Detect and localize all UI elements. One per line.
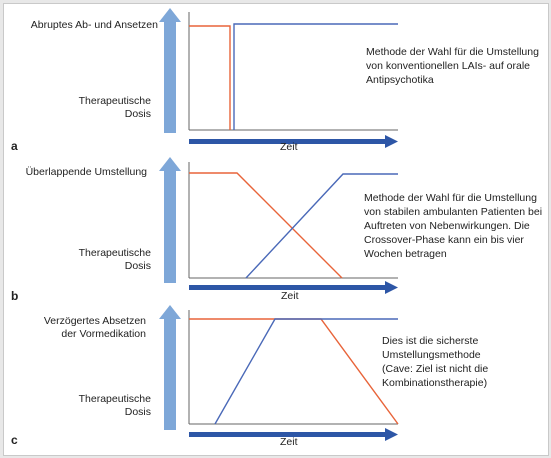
panel-b-letter: b (11, 289, 19, 303)
panel-b-xlabel: Zeit (281, 290, 299, 302)
panel-c-description: Dies ist die sicherste Umstellungsmethode (Cave: Ziel ist nicht die Kombinationstherapie) (382, 335, 489, 389)
vertical-dose-arrow-head (159, 305, 181, 319)
time-arrow-head (385, 428, 398, 441)
vertical-dose-arrow-head (159, 157, 181, 171)
panel-a-title: Abruptes Ab- und Ansetzen (30, 19, 158, 31)
panel-b-title: Überlappende Umstellung (25, 166, 147, 178)
panel-a-letter: a (11, 139, 18, 153)
panel-a-ylabel: Therapeutische Dosis (78, 95, 151, 120)
new-medication-line (215, 319, 398, 424)
panel-b-description: Methode der Wahl für die Umstellung von stabilen ambulanten Patienten bei Auftreten von Nebenwirkungen. Die Crossover-Phase kann ein bis vier Wochen betragen (364, 192, 543, 260)
vertical-dose-arrow-head (159, 8, 181, 22)
vertical-dose-arrow-shaft (164, 22, 176, 133)
previous-medication-line (189, 26, 230, 130)
panel-a-description: Methode der Wahl für die Umstellung von konventionellen LAIs- auf orale Antipsychotika (366, 46, 539, 86)
panel-c-letter: c (11, 433, 18, 447)
panel-c-ylabel: Therapeutische Dosis (78, 393, 151, 418)
panel-c-title: Verzögertes Absetzen der Vormedikation (43, 315, 146, 340)
previous-medication-line (189, 173, 342, 278)
panel-c-xlabel: Zeit (280, 436, 298, 448)
panel-a (0, 0, 551, 153)
vertical-dose-arrow-shaft (164, 171, 176, 283)
previous-medication-line (189, 319, 398, 424)
panel-c (0, 300, 551, 458)
time-arrow-head (385, 135, 398, 148)
vertical-dose-arrow-shaft (164, 319, 176, 430)
time-arrow-head (385, 281, 398, 294)
panel-b-ylabel: Therapeutische Dosis (78, 247, 151, 272)
panel-b (0, 150, 551, 303)
panel-a-xlabel: Zeit (280, 141, 298, 153)
